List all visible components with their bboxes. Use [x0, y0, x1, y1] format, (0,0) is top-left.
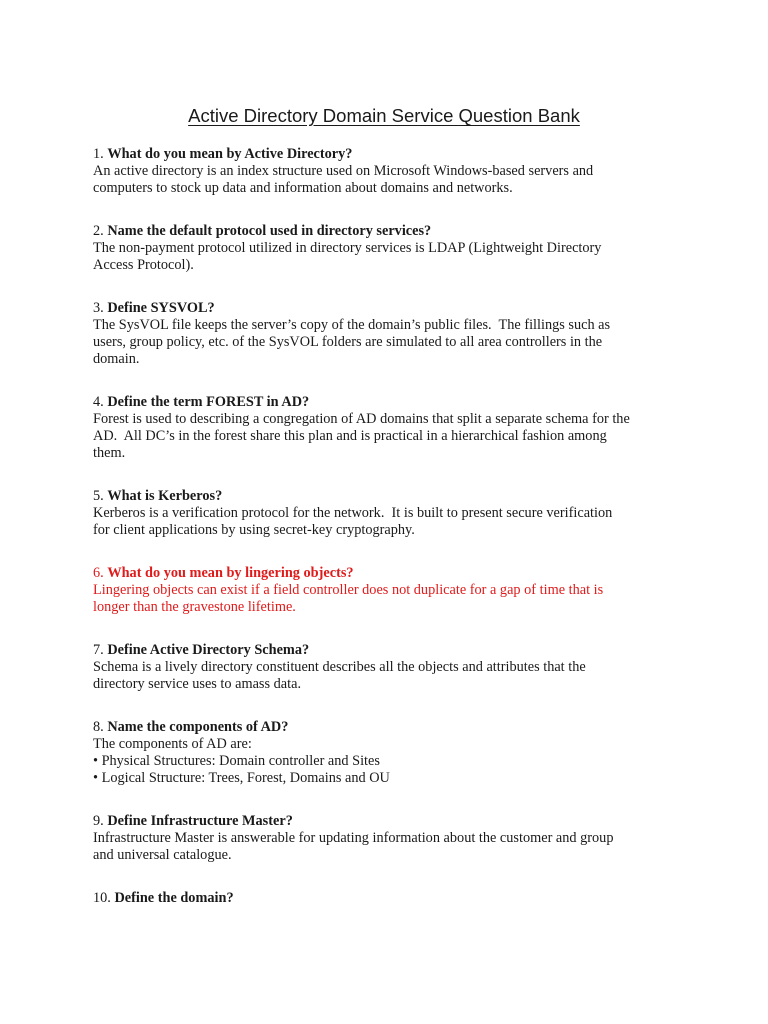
- question-number: 10.: [93, 890, 111, 906]
- spacer: [93, 368, 693, 394]
- question-text: Define Infrastructure Master?: [107, 813, 293, 829]
- question-text: Define SYSVOL?: [107, 300, 215, 316]
- answer-block: [93, 163, 693, 197]
- question-number: 1.: [93, 146, 104, 162]
- answer-line: The SysVOL file keeps the server’s copy of the domain’s public files. The fillings such as: [93, 317, 611, 333]
- answer-line: • Physical Structures: Domain controller and Sites: [93, 753, 380, 769]
- question-line: [93, 488, 693, 505]
- question-text: Define Active Directory Schema?: [107, 642, 310, 658]
- question-item: [93, 719, 693, 787]
- question-text: Name the default protocol used in directory services?: [107, 223, 432, 239]
- answer-line: Forest is used to describing a congregation of AD domains that split a separate schema for the: [93, 411, 630, 427]
- page-title: Active Directory Domain Service Question Bank: [188, 105, 580, 126]
- answer-block: [93, 317, 693, 368]
- question-line: [93, 223, 693, 240]
- spacer: [93, 616, 693, 642]
- question-item: [93, 300, 693, 368]
- answer-block: [93, 659, 693, 693]
- answer-line: directory service uses to amass data.: [93, 676, 302, 692]
- answer-line: and universal catalogue.: [93, 847, 232, 863]
- spacer: [93, 539, 693, 565]
- question-text: Define the domain?: [114, 890, 234, 906]
- question-text: What is Kerberos?: [107, 488, 223, 504]
- answer-block: [93, 411, 693, 462]
- question-line: [93, 146, 693, 163]
- question-item: [93, 890, 693, 907]
- question-number: 8.: [93, 719, 104, 735]
- spacer: [93, 197, 693, 223]
- question-number: 3.: [93, 300, 104, 316]
- answer-block: [93, 736, 693, 787]
- answer-line: The non-payment protocol utilized in directory services is LDAP (Lightweight Directory: [93, 240, 602, 256]
- question-number: 5.: [93, 488, 104, 504]
- answer-block: [93, 505, 693, 539]
- answer-line: Infrastructure Master is answerable for updating information about the customer and group: [93, 830, 614, 846]
- question-line: [93, 642, 693, 659]
- spacer: [93, 787, 693, 813]
- answer-line: • Logical Structure: Trees, Forest, Domains and OU: [93, 770, 390, 786]
- answer-block: [93, 830, 693, 864]
- question-line: [93, 813, 693, 830]
- answer-line: Kerberos is a verification protocol for the network. It is built to present secure verification: [93, 505, 613, 521]
- question-item: [93, 642, 693, 693]
- question-item: [93, 488, 693, 539]
- question-number: 9.: [93, 813, 104, 829]
- answer-line: for client applications by using secret-key cryptography.: [93, 522, 415, 538]
- answer-line: Schema is a lively directory constituent describes all the objects and attributes that the: [93, 659, 586, 675]
- answer-line: them.: [93, 445, 126, 461]
- answer-block: [93, 582, 693, 616]
- answer-line: AD. All DC’s in the forest share this plan and is practical in a hierarchical fashion among: [93, 428, 607, 444]
- question-item: [93, 565, 693, 616]
- spacer: [93, 864, 693, 890]
- spacer: [93, 462, 693, 488]
- question-item: [93, 223, 693, 274]
- spacer: [93, 274, 693, 300]
- question-line: [93, 394, 693, 411]
- answer-line: domain.: [93, 351, 140, 367]
- question-text: What do you mean by Active Directory?: [107, 146, 353, 162]
- question-list: [93, 146, 693, 907]
- answer-line: Access Protocol).: [93, 257, 194, 273]
- answer-line: Lingering objects can exist if a field controller does not duplicate for a gap of time that is: [93, 582, 604, 598]
- question-line: [93, 300, 693, 317]
- question-text: What do you mean by lingering objects?: [107, 565, 354, 581]
- answer-line: An active directory is an index structure used on Microsoft Windows-based servers and: [93, 163, 594, 179]
- answer-line: users, group policy, etc. of the SysVOL folders are simulated to all area controllers in the: [93, 334, 603, 350]
- answer-line: computers to stock up data and information about domains and networks.: [93, 180, 513, 196]
- question-number: 4.: [93, 394, 104, 410]
- question-line: [93, 890, 693, 907]
- answer-line: longer than the gravestone lifetime.: [93, 599, 296, 615]
- question-item: [93, 394, 693, 462]
- question-item: [93, 146, 693, 197]
- question-line: [93, 565, 693, 582]
- question-number: 6.: [93, 565, 104, 581]
- answer-block: [93, 240, 693, 274]
- answer-line: The components of AD are:: [93, 736, 252, 752]
- spacer: [93, 693, 693, 719]
- question-text: Name the components of AD?: [107, 719, 289, 735]
- question-number: 2.: [93, 223, 104, 239]
- question-number: 7.: [93, 642, 104, 658]
- question-item: [93, 813, 693, 864]
- question-line: [93, 719, 693, 736]
- question-text: Define the term FOREST in AD?: [107, 394, 310, 410]
